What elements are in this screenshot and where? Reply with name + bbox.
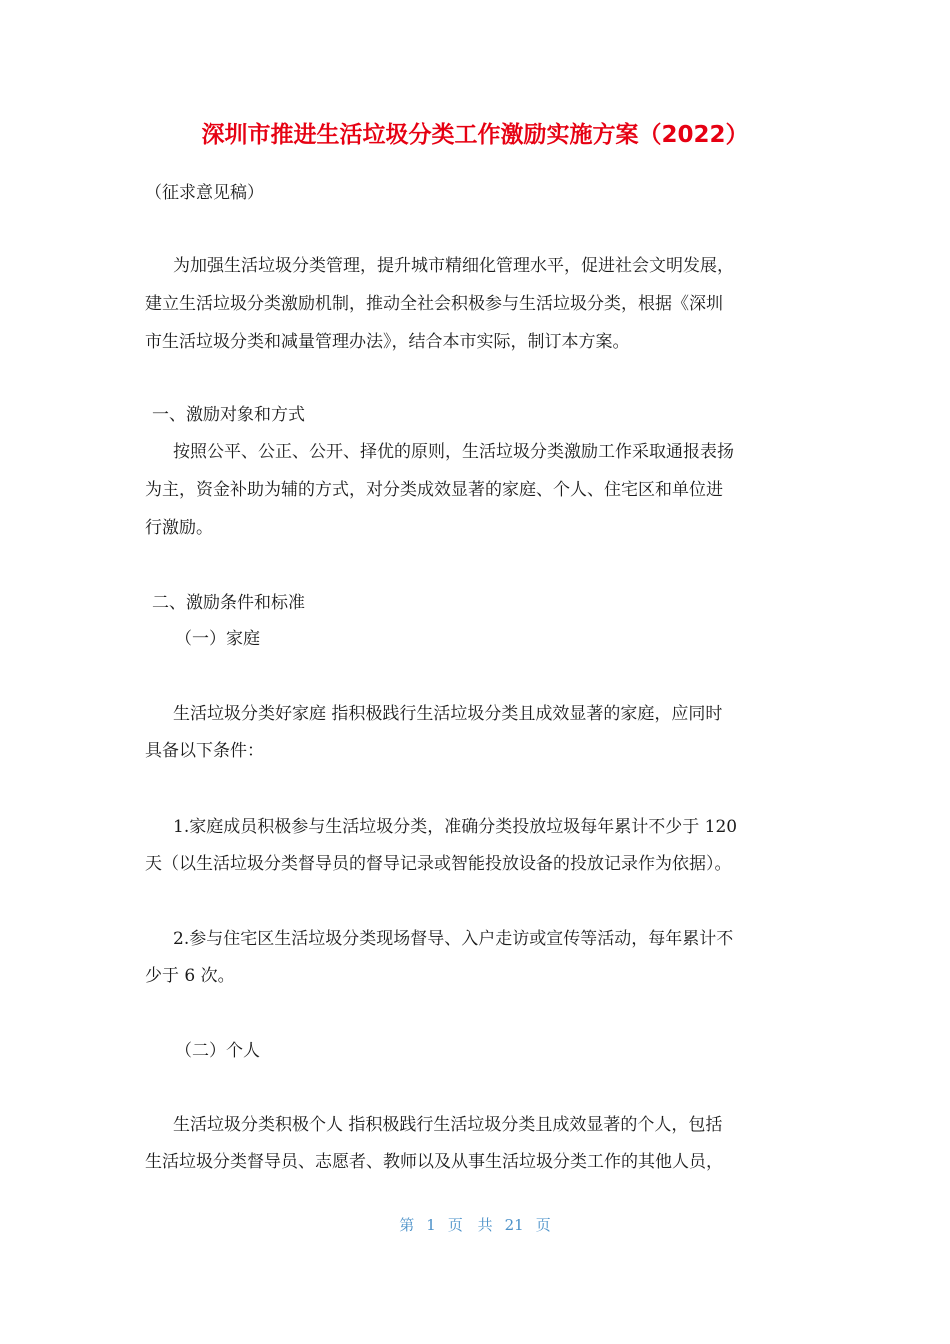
family-condition-2-line-1: 2.参与住宅区生活垃圾分类现场督导、入户走访或宣传等活动，每年累计不: [173, 929, 734, 949]
section-1-line-3: 行激励。: [145, 518, 213, 538]
footer-middle: 页 共: [447, 1216, 493, 1234]
footer-total-pages: 21: [504, 1216, 524, 1234]
subsection-person-heading: （二）个人: [175, 1041, 260, 1061]
section-1-line-1: 按照公平、公正、公开、择优的原则，生活垃圾分类激励工作采取通报表扬: [173, 442, 734, 462]
person-intro-line-2: 生活垃圾分类督导员、志愿者、教师以及从事生活垃圾分类工作的其他人员，: [145, 1152, 723, 1172]
family-condition-1-line-2: 天（以生活垃圾分类督导员的督导记录或智能投放设备的投放记录作为依据）。: [145, 854, 732, 874]
section-2-heading: 二、激励条件和标准: [152, 593, 305, 613]
document-title: 深圳市推进生活垃圾分类工作激励实施方案（2022）: [201, 122, 749, 148]
draft-note: （征求意见稿）: [145, 183, 264, 203]
section-1-line-2: 为主，资金补助为辅的方式，对分类成效显著的家庭、个人、住宅区和单位进: [145, 480, 723, 500]
intro-line-1: 为加强生活垃圾分类管理，提升城市精细化管理水平，促进社会文明发展，: [173, 256, 734, 276]
family-intro-line-2: 具备以下条件：: [145, 741, 264, 761]
family-intro-line-1: 生活垃圾分类好家庭 指积极践行生活垃圾分类且成效显著的家庭，应同时: [173, 704, 723, 724]
section-1-heading: 一、激励对象和方式: [152, 405, 305, 425]
footer-page-number: 1: [426, 1216, 436, 1234]
family-condition-1-line-1: 1.家庭成员积极参与生活垃圾分类，准确分类投放垃圾每年累计不少于 120: [173, 817, 738, 837]
footer-prefix: 第: [399, 1216, 415, 1234]
page-footer: [0, 1214, 950, 1235]
subsection-family-heading: （一）家庭: [175, 629, 260, 649]
intro-line-3: 市生活垃圾分类和减量管理办法》，结合本市实际，制订本方案。: [145, 332, 630, 352]
footer-suffix: 页: [535, 1216, 551, 1234]
person-intro-line-1: 生活垃圾分类积极个人 指积极践行生活垃圾分类且成效显著的个人，包括: [173, 1115, 723, 1135]
family-condition-2-line-2: 少于 6 次。: [145, 966, 235, 986]
intro-line-2: 建立生活垃圾分类激励机制，推动全社会积极参与生活垃圾分类，根据《深圳: [145, 294, 723, 314]
